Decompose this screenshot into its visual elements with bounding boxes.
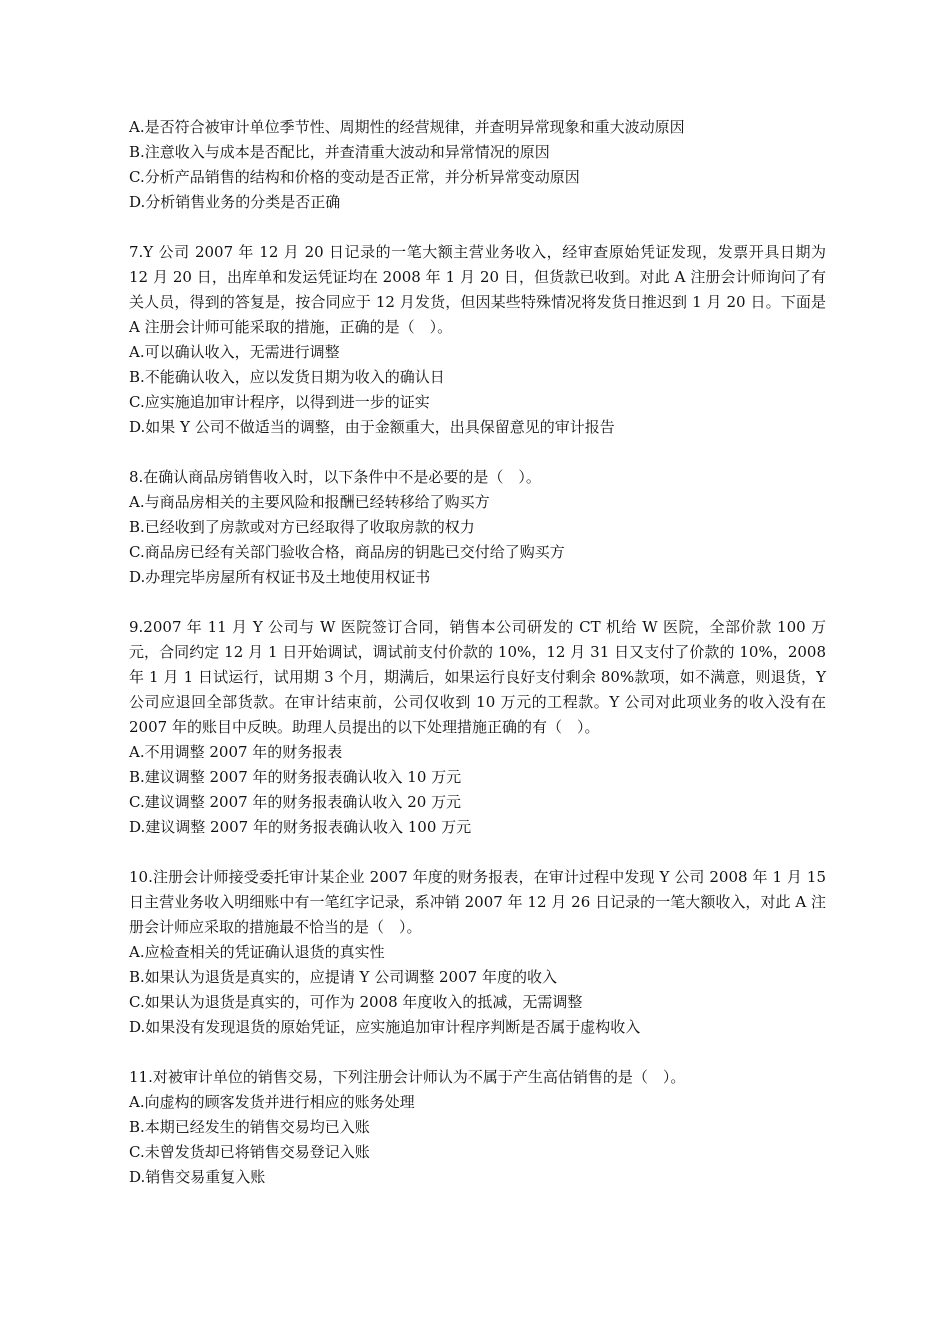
question-stem: 9.2007 年 11 月 Y 公司与 W 医院签订合同，销售本公司研发的 CT 机给 W 医院，全部价款 100 万元，合同约定 12 月 1 日开始调试，调试前支付价款的 10%，12 月 31 日又支付了价款的 10%，2008 年 1 月 1 日试运行，试用期 3 个月，期满后，如果运行良好支付剩余 80%款项，如不满意，则退货，Y 公司应退回全部货款。在审计结束前，公司仅收到 10 万元的工程款。Y 公司对此项业务的收入没有在 2007 年的账目中反映。助理人员提出的以下处理措施正确的有（ ）。 <box>129 618 826 736</box>
document-content <box>129 115 826 1215</box>
option-b: B.如果认为退货是真实的，应提请 Y 公司调整 2007 年度的收入 <box>129 968 557 986</box>
question-10-block <box>129 865 826 1040</box>
option-a: A.可以确认收入，无需进行调整 <box>129 343 340 361</box>
question-stem: 7.Y 公司 2007 年 12 月 20 日记录的一笔大额主营业务收入，经审查原始凭证发现，发票开具日期为 12 月 20 日，出库单和发运凭证均在 2008 年 1 月 20 日，但货款已收到。对此 A 注册会计师询问了有关人员，得到的答复是，按合同应于 12 月发货，但因某些特殊情况将发货日推迟到 1 月 20 日。下面是 A 注册会计师可能采取的措施，正确的是（ ）。 <box>129 243 826 336</box>
option-b: B.本期已经发生的销售交易均已入账 <box>129 1118 370 1136</box>
question-7-block <box>129 240 826 440</box>
option-d: D.办理完毕房屋所有权证书及土地使用权证书 <box>129 568 431 586</box>
option-a: A.与商品房相关的主要风险和报酬已经转移给了购买方 <box>129 493 490 511</box>
option-a: A.不用调整 2007 年的财务报表 <box>129 743 343 761</box>
option-c: C.建议调整 2007 年的财务报表确认收入 20 万元 <box>129 793 462 811</box>
option-b: B.已经收到了房款或对方已经取得了收取房款的权力 <box>129 518 475 536</box>
question-stem: 11.对被审计单位的销售交易，下列注册会计师认为不属于产生高估销售的是（ ）。 <box>129 1068 686 1086</box>
question-8-block <box>129 465 826 590</box>
question-stem: 8.在确认商品房销售收入时，以下条件中不是必要的是（ ）。 <box>129 468 541 486</box>
option-d: D.销售交易重复入账 <box>129 1168 266 1186</box>
question-9-block <box>129 615 826 840</box>
question-11-block <box>129 1065 826 1190</box>
option-b: B.注意收入与成本是否配比，并查清重大波动和异常情况的原因 <box>129 143 550 161</box>
option-d: D.如果没有发现退货的原始凭证，应实施追加审计程序判断是否属于虚构收入 <box>129 1018 641 1036</box>
option-b: B.建议调整 2007 年的财务报表确认收入 10 万元 <box>129 768 462 786</box>
option-b: B.不能确认收入，应以发货日期为收入的确认日 <box>129 368 445 386</box>
option-a: A.是否符合被审计单位季节性、周期性的经营规律，并查明异常现象和重大波动原因 <box>129 118 685 136</box>
option-a: A.应检查相关的凭证确认退货的真实性 <box>129 943 385 961</box>
question-stem: 10.注册会计师接受委托审计某企业 2007 年度的财务报表，在审计过程中发现 Y 公司 2008 年 1 月 15 日主营业务收入明细账中有一笔红字记录，系冲销 2007 年 12 月 26 日记录的一笔大额收入，对此 A 注册会计师应采取的措施最不恰当的是（ ）。 <box>129 868 826 936</box>
option-c: C.商品房已经有关部门验收合格，商品房的钥匙已交付给了购买方 <box>129 543 565 561</box>
option-c: C.分析产品销售的结构和价格的变动是否正常，并分析异常变动原因 <box>129 168 580 186</box>
option-c: C.未曾发货却已将销售交易登记入账 <box>129 1143 370 1161</box>
question-6-block <box>129 115 826 215</box>
option-c: C.应实施追加审计程序，以得到进一步的证实 <box>129 393 430 411</box>
option-d: D.分析销售业务的分类是否正确 <box>129 193 341 211</box>
option-a: A.向虚构的顾客发货并进行相应的账务处理 <box>129 1093 415 1111</box>
option-d: D.建议调整 2007 年的财务报表确认收入 100 万元 <box>129 818 472 836</box>
option-c: C.如果认为退货是真实的，可作为 2008 年度收入的抵减，无需调整 <box>129 993 583 1011</box>
option-d: D.如果 Y 公司不做适当的调整，由于金额重大，出具保留意见的审计报告 <box>129 418 615 436</box>
